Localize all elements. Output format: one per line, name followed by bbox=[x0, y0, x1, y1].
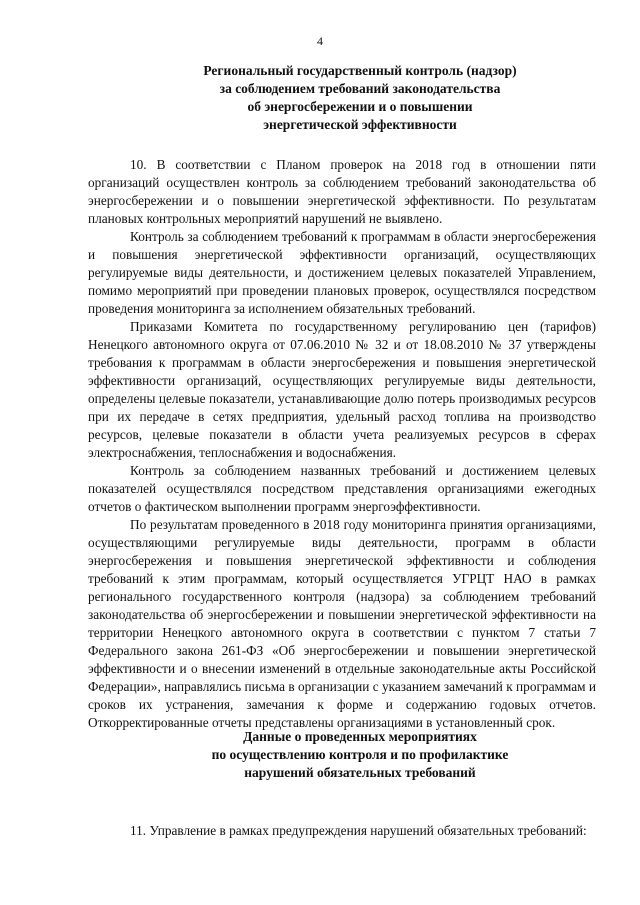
section-title-line: энергетической эффективности bbox=[263, 117, 457, 132]
section-body-regional-control bbox=[88, 156, 596, 732]
section-title-line: об энергосбережении и о повышении bbox=[247, 99, 473, 114]
paragraph-monitoring-results: По результатам проведенного в 2018 году мониторинга принятия организациями, осуществляющими регулируемые виды деятельности, программ в области энергосбережения и повышения энергетической эффективности и соблюдения требований к этим программам, который осуществляется УГРЦТ НАО в рамках регионального государственного контроля (надзора) за соблюдением требований законодательства об энергосбережении и повышении энергетической эффективности на территории Ненецкого автономного округа в соответствии с пунктом 7 статьи 7 Федерального закона 261-ФЗ «Об энергосбережении и повышении энергетической эффективности и о внесении изменений в отдельные законодательные акты Российской Федерации», направлялись письма в организации с указанием замечаний к программам и сроков их устранения, замечания к форме и содержанию годовых отчетов. Откорректированные отчеты представлены организациями в установленный срок. bbox=[88, 517, 596, 730]
paragraph-11-prevention: 11. Управление в рамках предупреждения нарушений обязательных требований: bbox=[130, 823, 587, 838]
section-title-activities-data bbox=[160, 728, 560, 782]
section-title-line: по осуществлению контроля и по профилактике bbox=[211, 747, 509, 762]
section-title-line: нарушений обязательных требований bbox=[244, 765, 476, 780]
page-number: 4 bbox=[317, 34, 323, 48]
paragraph-program-control: Контроль за соблюдением требований к программам в области энергосбережения и повышения энергетической эффективности организаций, осуществляющих регулируемые виды деятельности, и достижением целевых показателей Управлением, помимо мероприятий при проведении плановых проверок, осуществлялся посредством проведения мониторинга за исполнением обязательных требований. bbox=[88, 229, 596, 316]
section-title-line: Данные о проведенных мероприятиях bbox=[243, 729, 477, 744]
section-title-line: за соблюдением требований законодательства bbox=[219, 81, 501, 96]
paragraph-10-inspections: 10. В соответствии с Планом проверок на 2018 год в отношении пяти организаций осуществлен контроль за соблюдением требований законодательства об энергосбережении и о повышении энергетической эффективности. По результатам плановых контрольных мероприятий нарушений не выявлено. bbox=[88, 157, 596, 226]
section-body-activities bbox=[88, 822, 596, 840]
paragraph-committee-orders: Приказами Комитета по государственному регулированию цен (тарифов) Ненецкого автономного округа от 07.06.2010 № 32 и от 18.08.2010 № 37 утверждены требования к программам в области энергосбережения и повышения энергетической эффективности организаций, осуществляющих регулируемые виды деятельности, определены целевые показатели, устанавливающие долю потерь производимых ресурсов при их передаче в сетях предприятия, удельный расход топлива на производство ресурсов, целевые показатели в области учета реализуемых ресурсов в сферах электроснабжения, теплоснабжения и водоснабжения. bbox=[88, 319, 596, 460]
section-title-line: Региональный государственный контроль (надзор) bbox=[203, 63, 517, 78]
section-title-regional-control bbox=[160, 62, 560, 134]
paragraph-target-indicators: Контроль за соблюдением названных требований и достижением целевых показателей осуществлялся посредством представления организациями ежегодных отчетов о фактическом выполнении программ энергоэффективности. bbox=[88, 463, 596, 514]
